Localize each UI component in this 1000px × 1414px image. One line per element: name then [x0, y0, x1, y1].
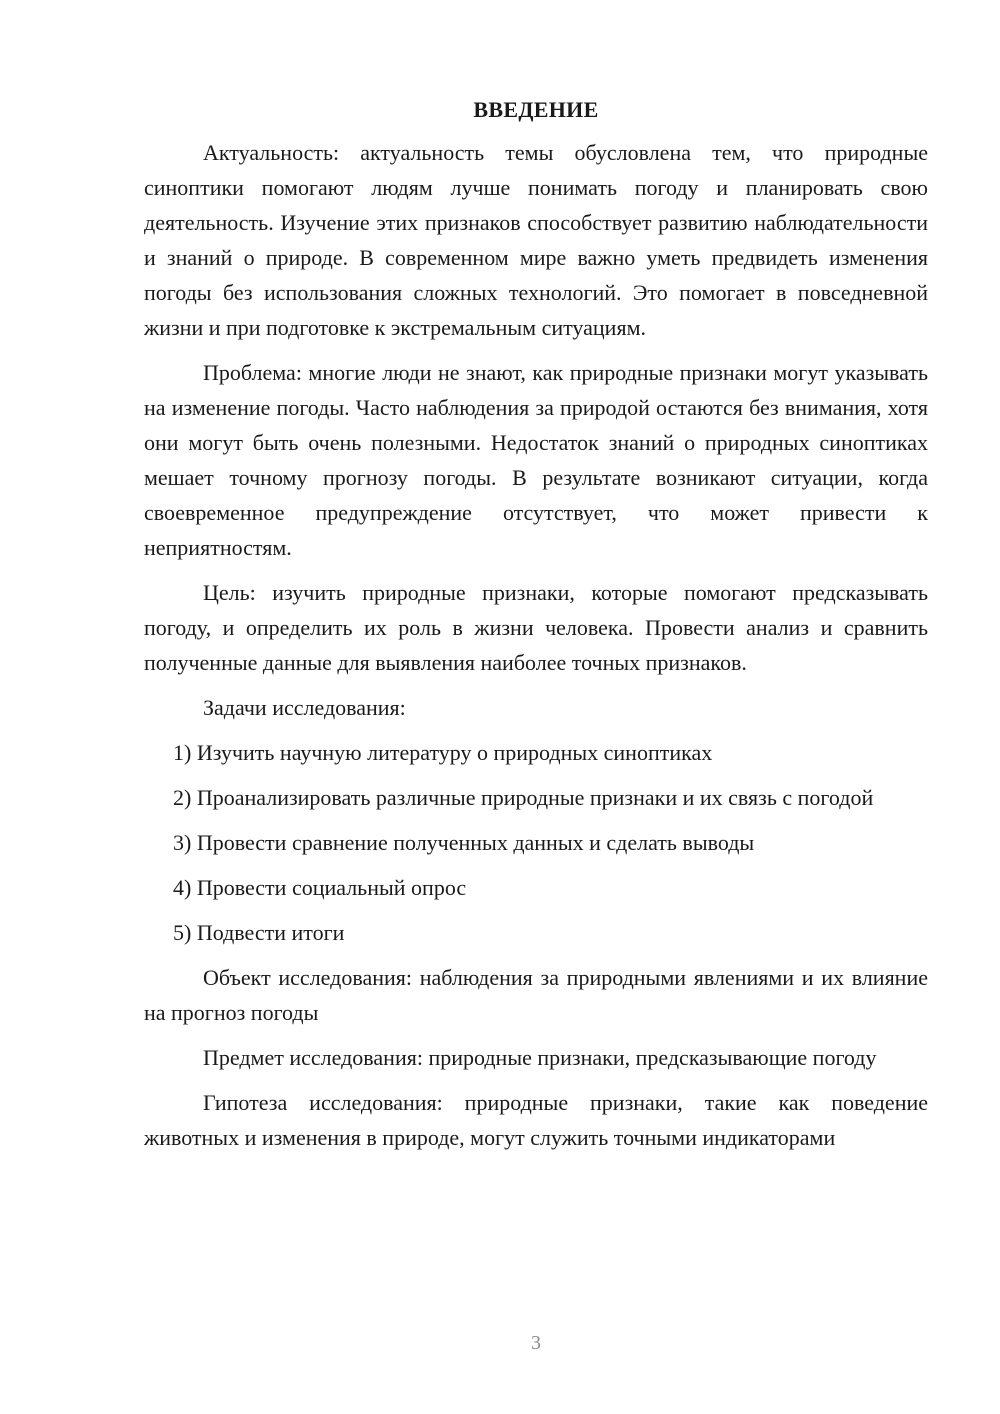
page-number: 3: [531, 1332, 541, 1354]
task-item: 5) Подвести итоги: [173, 920, 345, 945]
task-item: 4) Провести социальный опрос: [173, 875, 467, 900]
section-heading: ВВЕДЕНИЕ: [473, 97, 599, 122]
task-item: 3) Провести сравнение полученных данных и сделать выводы: [173, 830, 755, 855]
object-paragraph: Объект исследования: наблюдения за природными явлениями и их влияние на прогноз погоды: [144, 965, 928, 1025]
task-item: 2) Проанализировать различные природные признаки и их связь с погодой: [173, 785, 874, 810]
hypothesis-paragraph: Гипотеза исследования: природные признаки, такие как поведение животных и изменения в природе, могут служить точными индикаторами: [144, 1090, 928, 1150]
task-item: 1) Изучить научную литературу о природных синоптиках: [173, 740, 713, 765]
relevance-paragraph: Актуальность: актуальность темы обусловлена тем, что природные синоптики помогают людям лучше понимать погоду и планировать свою деятельность. Изучение этих признаков способствует развитию наблюдательности и знаний о природе. В современном мире важно уметь предвидеть изменения погоды без использования сложных технологий. Это помогает в повседневной жизни и при подготовке к экстремальным ситуациям.: [144, 140, 928, 340]
tasks-title: Задачи исследования:: [203, 695, 406, 720]
goal-paragraph: Цель: изучить природные признаки, которые помогают предсказывать погоду, и определить их роль в жизни человека. Провести анализ и сравнить полученные данные для выявления наиболее точных признаков.: [144, 580, 928, 675]
subject-paragraph: Предмет исследования: природные признаки, предсказывающие погоду: [203, 1045, 877, 1070]
problem-paragraph: Проблема: многие люди не знают, как природные признаки могут указывать на изменение погоды. Часто наблюдения за природой остаются без внимания, хотя они могут быть очень полезными. Недостаток знаний о природных синоптиках мешает точному прогнозу погоды. В результате возникают ситуации, когда своевременное предупреждение отсутствует, что может привести к неприятностям.: [144, 360, 928, 560]
page-content: [144, 95, 928, 1165]
